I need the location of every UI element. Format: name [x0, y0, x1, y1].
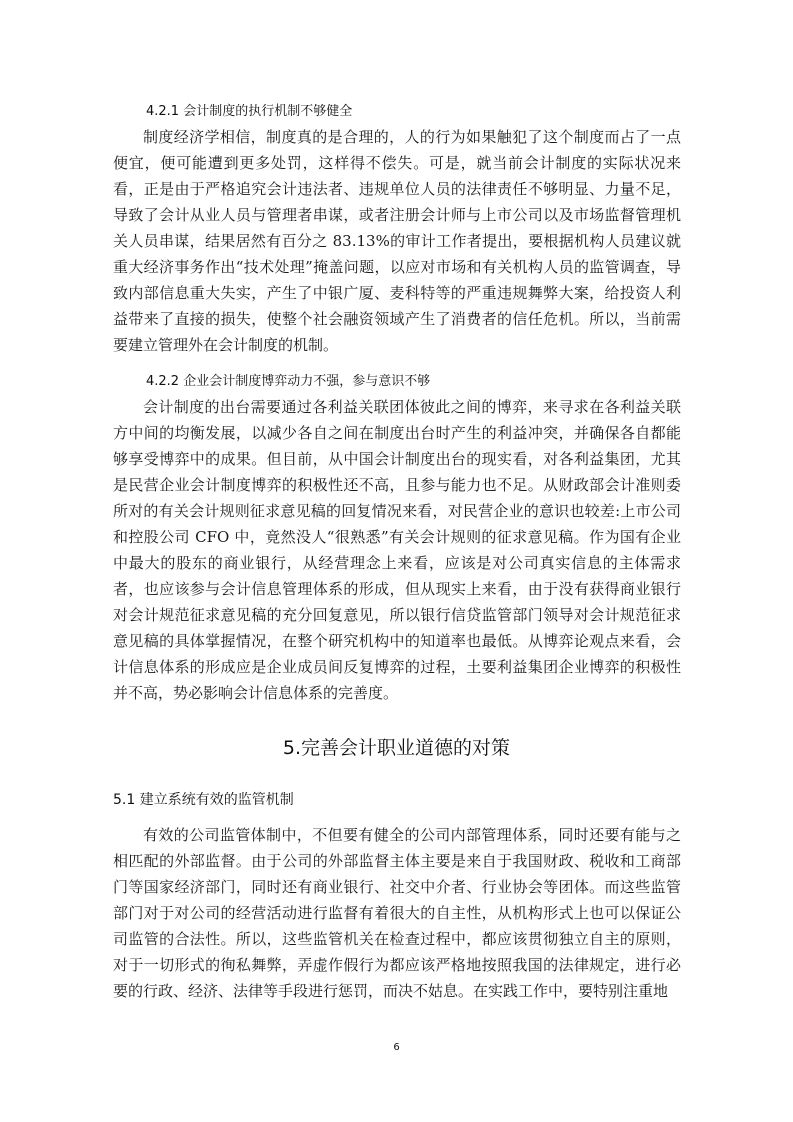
heading-4-2-1: 4.2.1 会计制度的执行机制不够健全	[146, 104, 353, 119]
heading-4-2-2: 4.2.2 企业会计制度博弈动力不强，参与意识不够	[146, 374, 431, 389]
paragraph-4-2-2: 会计制度的出台需要通过各利益关联团体彼此之间的博弈，来寻求在各利益关联方中间的均衡发展，以减少各自之间在制度出台时产生的利益冲突，并确保各自都能够享受博弈中的成果。但目前，从中国会计制度出台的现实看，对各利益集团，尤其是民营企业会计制度博弈的积极性还不高，且参与能力也不足。从财政部会计准则委所对的有关会计规则征求意见稿的回复情况来看，对民营企业的意识也较差:上市公司和控股公司 CFO 中，竟然没人“很熟悉”有关会计规则的征求意见稿。作为国有企业中最大的股东的商业银行，从经营理念上来看，应该是对公司真实信息的主体需求者，也应该参与会计信息管理体系的形成，但从现实上来看，由于没有获得商业银行对会计规范征求意见稿的充分回复意见，所以银行信贷监管部门领导对会计规范征求意见稿的具体掌握情况，在整个研究机构中的知道率也最低。从博弈论观点来看，会计信息体系的形成应是企业成员间反复博弈的过程，土要利益集团企业博弈的积极性并不高，势必影响会计信息体系的完善度。	[113, 398, 681, 702]
paragraph-4-2-1: 制度经济学相信，制度真的是合理的，人的行为如果触犯了这个制度而占了一点便宜，便可能遭到更多处罚，这样得不偿失。可是，就当前会计制度的实际状况来看，正是由于严格追究会计违法者、违规单位人员的法律责任不够明显、力量不足，导致了会计从业人员与管理者串谋，或者注册会计师与上市公司以及市场监督管理机关人员串谋，结果居然有百分之 83.13%的审计工作者提出，要根据机构人员建议就重大经济事务作出“技术处理”掩盖问题，以应对市场和有关机构人员的监管调查，导致内部信息重大失实，产生了中银广厦、麦科特等的严重违规舞弊大案，给投资人利益带来了直接的损失，使整个社会融资领域产生了消费者的信任危机。所以，当前需要建立管理外在会计制度的机制。	[113, 128, 681, 354]
heading-5-1: 5.1 建立系统有效的监管机制	[113, 792, 294, 808]
page-number: 6	[393, 1042, 400, 1053]
paragraph-5-1: 有效的公司监管体制中，不但要有健全的公司内部管理体系，同时还要有能与之相匹配的外部监督。由于公司的外部监督主体主要是来自于我国财政、税收和工商部门等国家经济部门，同时还有商业银行、社交中介者、行业协会等团体。而这些监管部门对于对公司的经营活动进行监督有着很大的自主性，从机构形式上也可以保证公司监管的合法性。所以，这些监管机关在检查过程中，都应该贯彻独立自主的原则，对于一切形式的徇私舞弊，弄虚作假行为都应该严格地按照我国的法律规定，进行必要的行政、经济、法律等手段进行惩罚，而决不姑息。在实践工作中，要特别注重地	[113, 826, 681, 1000]
chapter-heading-5: 5.完善会计职业道德的对策	[282, 737, 511, 759]
